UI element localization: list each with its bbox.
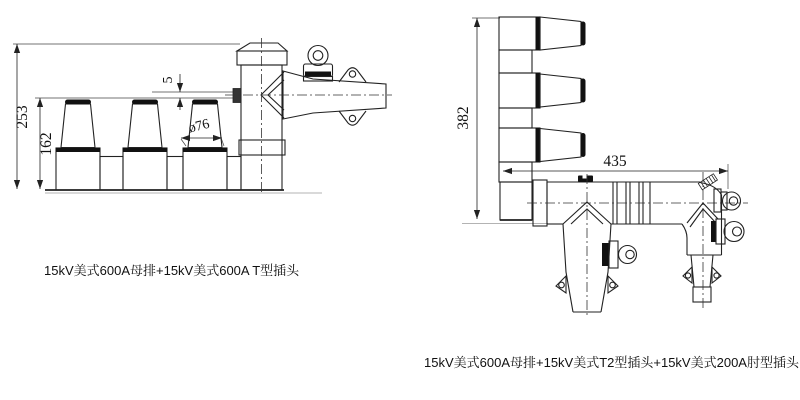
test-point <box>578 176 593 183</box>
t2-plug <box>556 174 637 318</box>
bushing-cone <box>540 129 586 162</box>
right-busbar <box>499 17 586 220</box>
elbow-plug <box>682 172 744 310</box>
cable-end <box>693 287 711 302</box>
dimension-overall-height-right <box>455 18 548 224</box>
dim-label-5: 5 <box>161 76 176 84</box>
left-caption: 15kV美式600A母排+15kV美式600A T型插头 <box>44 263 300 278</box>
mounting-tab <box>608 276 618 293</box>
bushing-cone <box>540 17 586 50</box>
left-extension-lines <box>13 44 240 98</box>
dim-label-253: 253 <box>14 105 31 129</box>
dimension-bushing-diameter <box>181 117 224 146</box>
mounting-tab <box>339 111 366 125</box>
left-busbar <box>45 100 322 194</box>
mounting-tab <box>683 267 692 283</box>
dim-label-382: 382 <box>455 106 472 130</box>
right-caption: 15kV美式600A母排+15kV美式T2型插头+15kV美式200A肘型插头 <box>424 355 799 370</box>
t-plug <box>225 38 392 192</box>
pulling-eye <box>714 189 741 212</box>
mounting-tab <box>556 276 566 293</box>
test-point <box>233 89 241 103</box>
mounting-tab <box>712 267 721 283</box>
bushing-cone <box>61 100 95 148</box>
mounting-tab <box>339 68 366 82</box>
pulling-eye <box>304 46 333 82</box>
dim-label-435: 435 <box>603 153 627 170</box>
t-plug-cap <box>237 43 287 51</box>
bushing-cone <box>540 74 586 107</box>
dim-label-d76: ø76 <box>187 116 212 137</box>
dim-label-162: 162 <box>38 132 55 156</box>
pulling-eye <box>711 219 744 244</box>
dimension-overall-height <box>14 44 31 189</box>
left-drawing <box>13 38 392 278</box>
horizontal-assembly <box>527 176 748 227</box>
bushing-cone <box>128 100 162 148</box>
dimension-bushing-height <box>38 98 55 189</box>
right-drawing <box>424 17 800 370</box>
pulling-eye <box>602 241 637 268</box>
